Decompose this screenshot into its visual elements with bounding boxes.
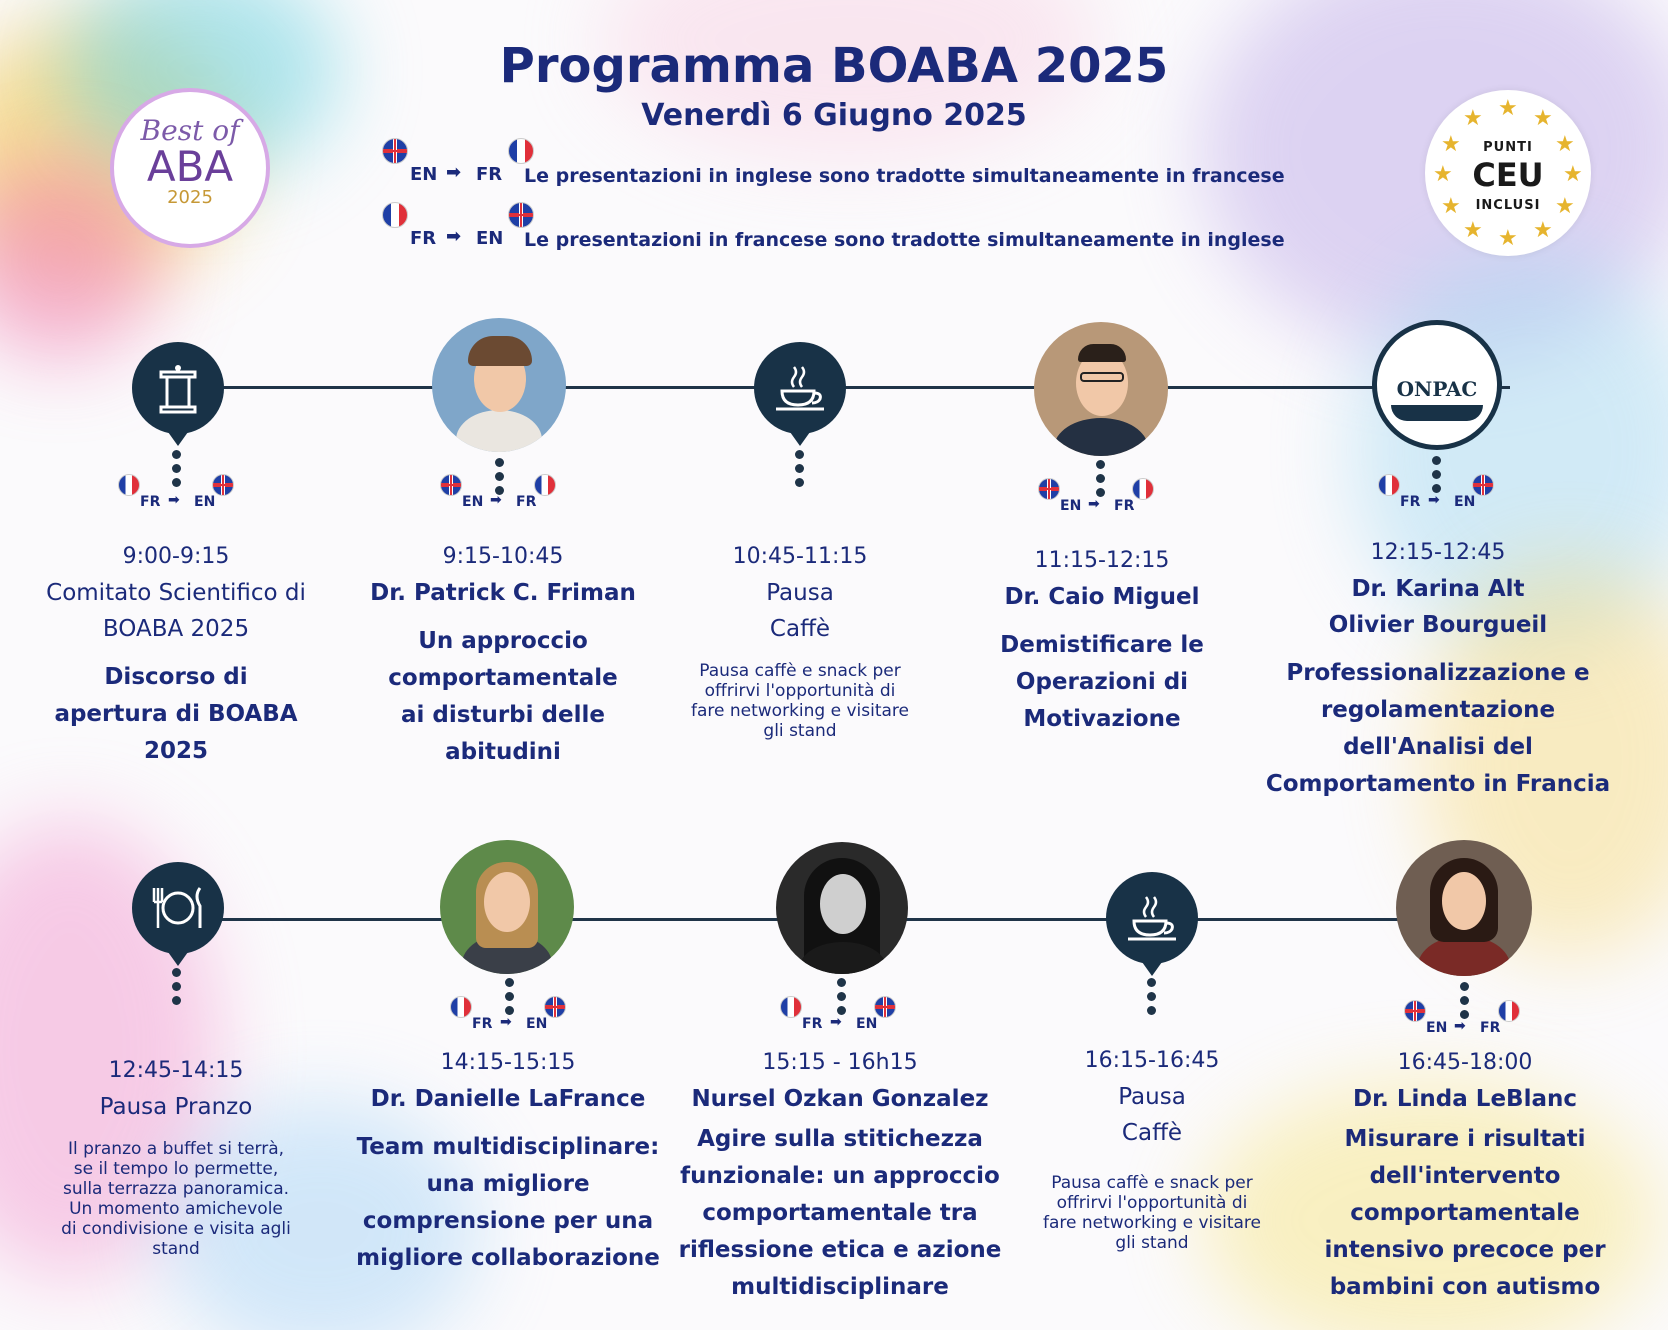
uk-flag-icon — [1038, 478, 1060, 500]
france-flag-icon — [508, 138, 534, 164]
france-flag-icon — [1498, 1000, 1520, 1022]
uk-flag-icon — [1404, 1000, 1426, 1022]
page-header — [0, 38, 1668, 133]
arrow-icon: ➡ — [168, 492, 180, 508]
session-card-alt-bourgueil: 12:15-12:45 Dr. Karina Alt Olivier Bourgueil Professionalizzazione e regolamentazione dell'Analisi del Comportamento in Francia — [1265, 540, 1611, 797]
star-icon: ★ — [1433, 162, 1453, 187]
session-card-coffee-1: 10:45-11:15 Pausa Caffè Pausa caffè e snack per offrirvi l'opportunità di fare networking e visitare gli stand — [691, 544, 909, 741]
france-flag-icon — [118, 474, 140, 496]
session-card-lunch: 12:45-14:15 Pausa Pranzo Il pranzo a buffet si terrà, se il tempo lo permette, sulla terrazza panoramica. Un momento amichevole di condivisione e visita agli stand — [61, 1058, 291, 1259]
best-of-aba-logo: Best of ABA 2025 — [110, 88, 270, 248]
session-card-lafrance: 14:15-15:15 Dr. Danielle LaFrance Team multidisciplinare: una migliore comprensione per una migliore collaborazione — [356, 1050, 660, 1271]
legend-fr-en: FR ➡ EN Le presentazioni in francese sono tradotte simultaneamente in inglese — [382, 202, 1285, 252]
star-icon: ★ — [1533, 106, 1553, 131]
arrow-icon: ➡ — [500, 1014, 512, 1030]
star-icon: ★ — [1463, 106, 1483, 131]
lang-badge: EN ➡ FR — [1038, 478, 1158, 522]
star-icon: ★ — [1498, 96, 1518, 121]
star-icon: ★ — [1441, 194, 1461, 219]
lang-badge: FR ➡ EN — [1378, 474, 1498, 518]
france-flag-icon — [1132, 478, 1154, 500]
france-flag-icon — [1378, 474, 1400, 496]
session-card-friman: 9:15-10:45 Dr. Patrick C. Friman Un approccio comportamentale ai disturbi delle abitudini — [370, 544, 636, 765]
arrow-icon: ➡ — [446, 162, 462, 183]
arrow-icon: ➡ — [446, 226, 462, 247]
arrow-icon: ➡ — [1428, 492, 1440, 508]
arrow-icon: ➡ — [490, 492, 502, 508]
lang-badge: FR ➡ EN — [118, 474, 238, 518]
page-title: Programma BOABA 2025 — [499, 38, 1169, 94]
france-flag-icon — [382, 202, 408, 228]
podium-icon — [132, 342, 224, 434]
uk-flag-icon — [382, 138, 408, 164]
arrow-icon: ➡ — [830, 1014, 842, 1030]
france-flag-icon — [450, 996, 472, 1018]
star-icon: ★ — [1563, 162, 1583, 187]
star-icon: ★ — [1498, 226, 1518, 251]
uk-flag-icon — [508, 202, 534, 228]
france-flag-icon — [534, 474, 556, 496]
arrow-icon: ➡ — [1454, 1018, 1466, 1034]
coffee-cup-icon — [1106, 872, 1198, 964]
legend-en-fr: EN ➡ FR Le presentazioni in inglese sono tradotte simultaneamente in francese — [382, 138, 1285, 188]
lang-badge: FR ➡ EN — [780, 996, 900, 1040]
star-icon: ★ — [1463, 218, 1483, 243]
uk-flag-icon — [874, 996, 896, 1018]
uk-flag-icon — [440, 474, 462, 496]
lang-badge: EN ➡ FR — [440, 474, 560, 518]
star-icon: ★ — [1533, 218, 1553, 243]
coffee-cup-icon — [754, 342, 846, 434]
star-icon: ★ — [1441, 132, 1461, 157]
lang-badge: FR ➡ EN — [450, 996, 570, 1040]
lang-badge: EN ➡ FR — [1404, 1000, 1524, 1044]
star-icon: ★ — [1555, 194, 1575, 219]
session-card-ozkan-gonzalez: 15:15 - 16h15 Nursel Ozkan Gonzalez Agire sulla stitichezza funzionale: un approccio comportamentale tra riflessione etica e azione multidisciplinare — [678, 1050, 1002, 1300]
session-card-coffee-2: 16:15-16:45 Pausa Caffè Pausa caffè e snack per offrirvi l'opportunità di fare networking e visitare gli stand — [1043, 1048, 1261, 1253]
session-card-miguel: 11:15-12:15 Dr. Caio Miguel Demistificare le Operazioni di Motivazione — [1000, 548, 1204, 732]
session-card-leblanc: 16:45-18:00 Dr. Linda LeBlanc Misurare i risultati dell'intervento comportamentale intensivo precoce per bambini con autismo — [1324, 1050, 1606, 1300]
arrow-icon: ➡ — [1088, 496, 1100, 512]
plate-cutlery-icon — [132, 862, 224, 954]
france-flag-icon — [780, 996, 802, 1018]
uk-flag-icon — [544, 996, 566, 1018]
ceu-badge: ★ ★ ★ ★ ★ ★ ★ ★ ★ ★ ★ ★ PUNTI CEU INCLUSI — [1425, 90, 1591, 256]
uk-flag-icon — [1472, 474, 1494, 496]
page-subtitle: Venerdì 6 Giugno 2025 — [641, 98, 1027, 133]
star-icon: ★ — [1555, 132, 1575, 157]
uk-flag-icon — [212, 474, 234, 496]
session-card-opening: 9:00-9:15 Comitato Scientifico di BOABA 2025 Discorso di apertura di BOABA 2025 — [46, 544, 306, 764]
